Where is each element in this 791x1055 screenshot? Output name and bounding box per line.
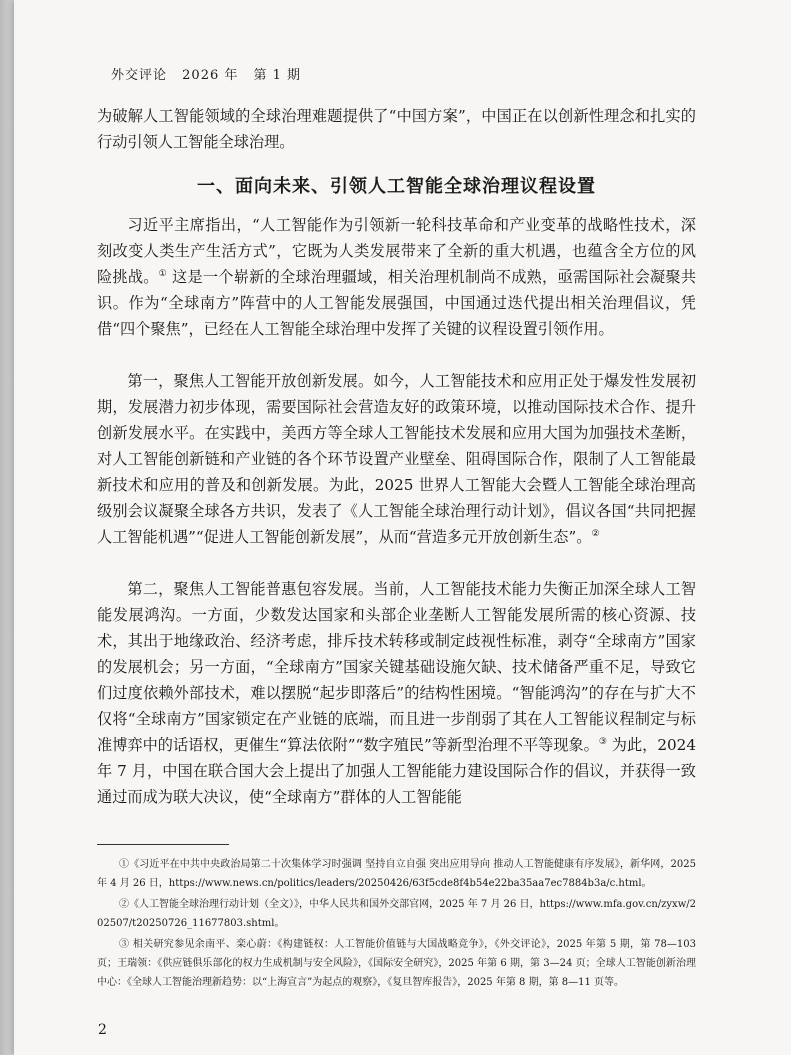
paragraph-2-text: 第一，聚焦人工智能开放创新发展。如今，人工智能技术和应用正处于爆发性发展初期，发展潜力初步体现，需要国际社会营造友好的政策环境，以推动国际技术合作、提升创新发展水平。在实践中，美西方等全球人工智能技术发展和应用大国为加强技术垄断，对人工智能创新链和产业链的各个环节设置产业壁垒、阻碍国际合作，限制了人工智能最新技术和应用的普及和创新发展。为此，2025 世界人工智能大会暨人工智能全球治理高级别会议凝聚全球各方共识，发表了《人工智能全球治理行动计划》，倡议各国“共同把握人工智能机遇”“促进人工智能创新发展”，从而“营造多元开放创新生态”。 (97, 372, 696, 546)
footnote-3: ③ 相关研究参见余南平、栾心蔚：《构建链权：人工智能价值链与大国战略竞争》，《外交评论》，2025 年第 5 期，第 78—103 页；王瑞领：《供应链俱乐部化的权力生成机制与安全风险》，《国际安全研究》，2025 年第 6 期，第 3—24 页；全球人工智能创新治理中心：《全球人工智能治理新趋势：以“上海宣言”为起点的观察》，《复旦智库报告》，2025 年第 8 期，第 8—11 页等。 (97, 939, 696, 988)
paragraph-1-text-a: 习近平主席指出，“人工智能作为引领新一轮科技革命和产业变革的战略性技术，深刻改变人类生产生活方式”，它既为人类发展带来了全新的重大机遇，也蕴含全方位的风险挑战。 (97, 216, 696, 286)
footnote-ref-2[interactable]: ② (591, 528, 600, 539)
intro-paragraph: 为破解人工智能领域的全球治理难题提供了“中国方案”，中国正在以创新性理念和扎实的行动引领人工智能全球治理。 (97, 107, 696, 151)
footnote-ref-1[interactable]: ① (158, 268, 167, 279)
running-header (111, 64, 301, 83)
section-heading: 一、面向未来、引领人工智能全球治理议程设置 (197, 176, 596, 197)
paragraph-1-text-b: 这是一个崭新的全球治理疆域，相关治理机制尚不成熟，亟需国际社会凝聚共识。作为“全球南方”阵营中的人工智能发展强国，中国通过迭代提出相关治理倡议，凭借“四个聚焦”，已经在人工智能全球治理中发挥了关键的议程设置引领作用。 (97, 268, 697, 338)
paragraph-3 (97, 576, 696, 810)
journal-name: 外交评论 (111, 68, 168, 83)
footnote-2: ②《人工智能全球治理行动计划（全文）》，中华人民共和国外交部官网，2025 年 7 月 26 日，https://www.mfa.gov.cn/zyxw/202507/t20250726_11677803.shtml。 (97, 899, 696, 929)
journal-issue: 第 1 期 (253, 68, 302, 83)
scan-edge-shadow (0, 0, 14, 1055)
footnote-1: ①《习近平在中共中央政治局第二十次集体学习时强调 坚持自立自强 突出应用导向 推动人工智能健康有序发展》，新华网，2025 年 4 月 26 日，https://www.news.cn/politics/leaders/20250426/63f5cde8f4b54e22ba35aa7ec7884b3a/c.html。 (97, 859, 696, 889)
page-number: 2 (98, 1022, 107, 1038)
footnote-ref-3[interactable]: ③ (598, 736, 607, 747)
footnote-divider (97, 844, 229, 845)
paragraph-3-text-b: 为此，2024 年 7 月，中国在联合国大会上提出了加强人工智能能力建设国际合作的倡议，并获得一致通过而成为联大决议，使“全球南方”群体的人工智能能 (97, 736, 696, 806)
paragraph-3-text-a: 第二，聚焦人工智能普惠包容发展。当前，人工智能技术能力失衡正加深全球人工智能发展鸿沟。一方面，少数发达国家和头部企业垄断人工智能发展所需的核心资源、技术，其出于地缘政治、经济考虑，排斥技术转移或制定歧视性标准，剥夺“全球南方”国家的发展机会；另一方面，“全球南方”国家关键基础设施欠缺、技术储备严重不足，导致它们过度依赖外部技术，难以摆脱“起步即落后”的结构性困境。“智能鸿沟”的存在与扩大不仅将“全球南方”国家锁定在产业链的底端，而且进一步削弱了其在人工智能议程制定与标准博弈中的话语权，更催生“算法依附”“数字殖民”等新型治理不平等现象。 (97, 580, 696, 754)
journal-year: 2026 年 (182, 68, 239, 83)
paragraph-2 (97, 368, 696, 550)
paragraph-1 (97, 212, 696, 342)
footnotes (97, 856, 696, 995)
